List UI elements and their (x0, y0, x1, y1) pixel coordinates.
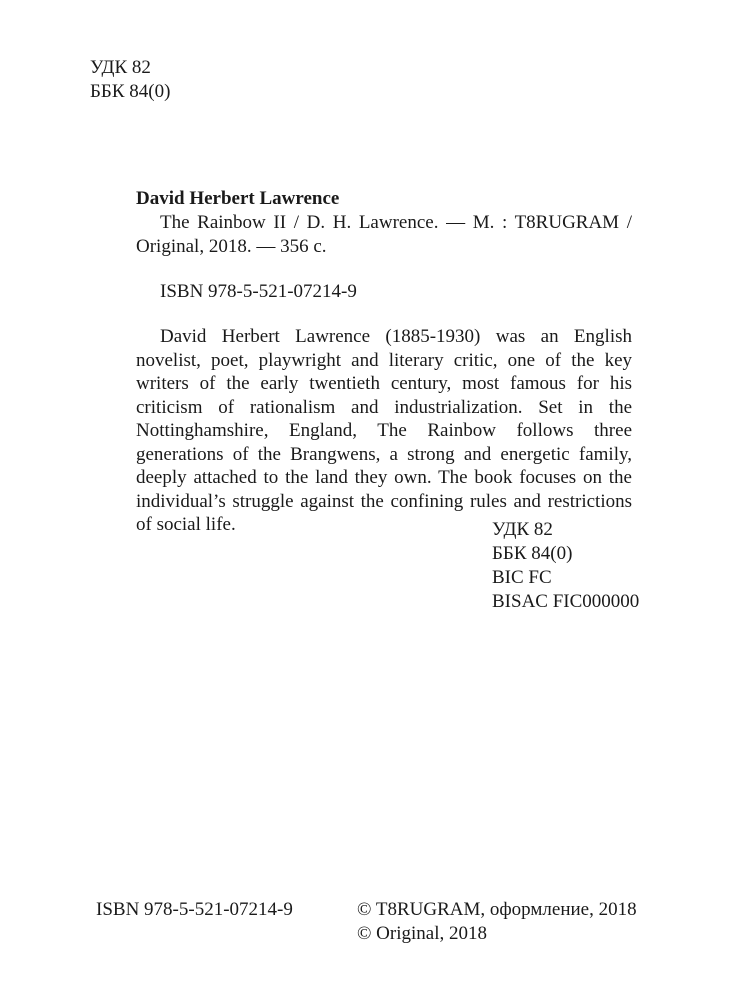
footer-isbn: ISBN 978-5-521-07214-9 (96, 899, 293, 920)
header-codes (90, 56, 170, 104)
copyright-original: © Original, 2018 (357, 923, 488, 944)
footer-copyright (357, 898, 637, 946)
bbk-code: ББК 84(0) (90, 81, 171, 102)
udk-code: УДК 82 (90, 57, 151, 78)
isbn-line: ISBN 978-5-521-07214-9 (160, 281, 357, 302)
bisac-classification: BISAC FIC000000 (492, 591, 640, 612)
bbk-classification: ББК 84(0) (492, 543, 573, 564)
book-abstract: David Herbert Lawrence (1885-1930) was an English novelist, poet, playwright and literary critic, one of the key writers of the early twentieth century, most famous for his criticism of rationalism and industrialization. Set in the Nottinghamshire, England, The Rainbow follows three generations of the Brangwens, a strong and energetic family, deeply attached to the land they own. The book focuses on the individual’s struggle against the confining rules and restrictions of social life. (136, 326, 632, 535)
bibliographic-citation: The Rainbow II / D. H. Lawrence. — M. : T8RUGRAM / Original, 2018. — 356 c. (136, 212, 632, 257)
bic-classification: BIC FC (492, 567, 552, 588)
classification-codes (492, 518, 639, 614)
udk-classification: УДК 82 (492, 519, 553, 540)
author-name: David Herbert Lawrence (136, 188, 340, 209)
catalog-record (136, 187, 632, 537)
copyright-design: © T8RUGRAM, оформление, 2018 (357, 899, 637, 920)
